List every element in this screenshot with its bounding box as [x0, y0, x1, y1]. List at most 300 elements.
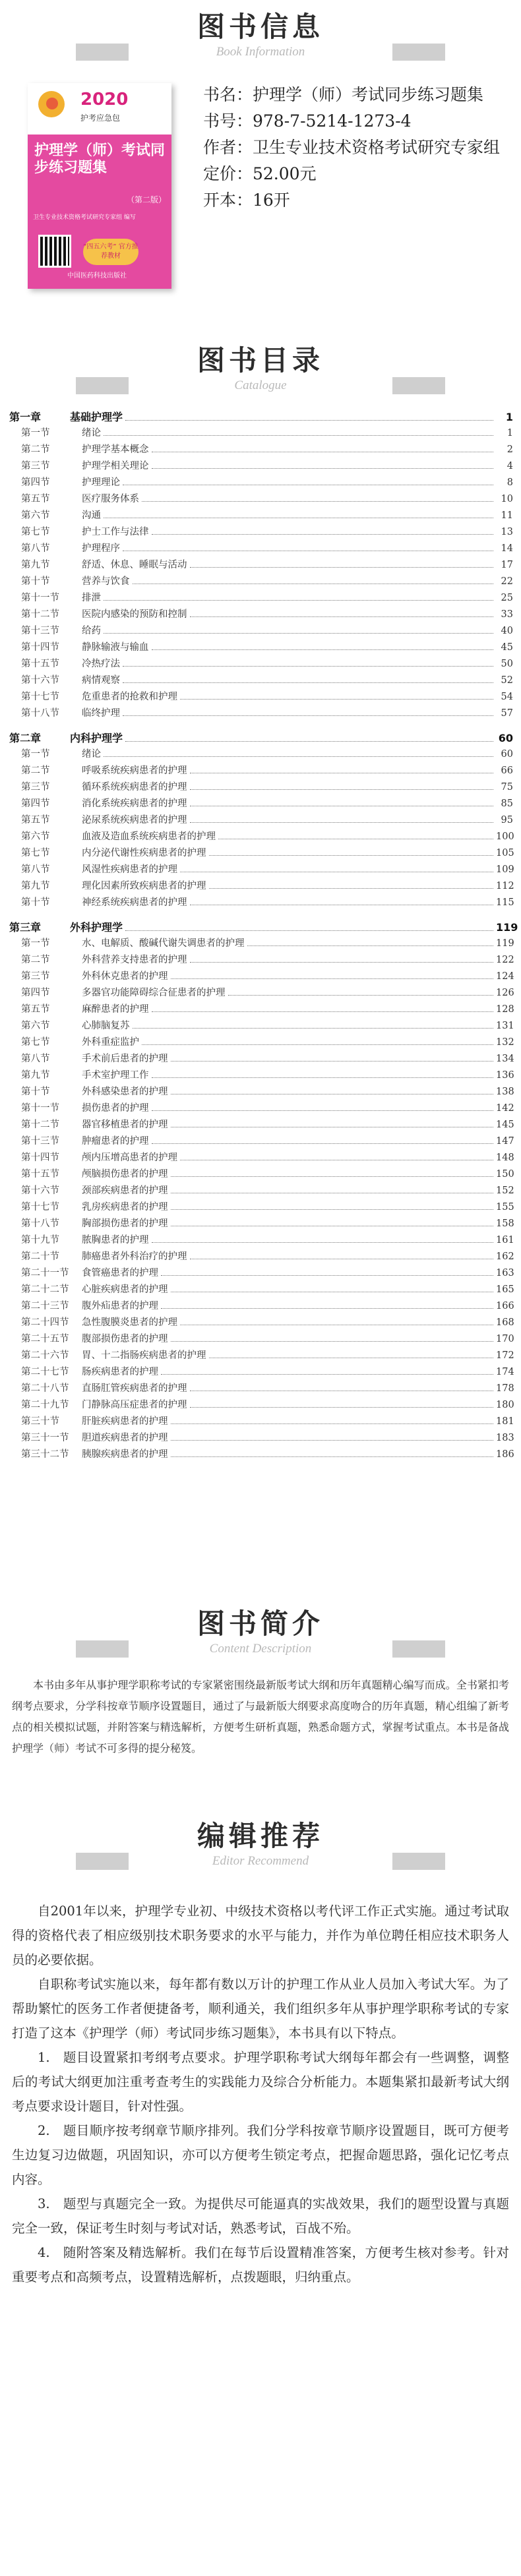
section-page: 131: [496, 1021, 514, 1031]
section-title: 绪论: [82, 749, 101, 760]
section-title: 外科感染患者的护理: [82, 1087, 168, 1097]
toc-section: [9, 574, 513, 590]
section-page: 22: [501, 576, 513, 587]
toc-section: [9, 1002, 513, 1018]
section-page: 1: [506, 428, 513, 438]
section-page: 136: [496, 1070, 514, 1081]
leader-dots: [190, 567, 494, 568]
section-page: 124: [496, 971, 514, 982]
section-subtitle: Catalogue: [142, 377, 379, 394]
section-title: 血液及造血系统疾病患者的护理: [82, 831, 216, 842]
toc-section: [9, 796, 513, 812]
section-number: 第十三节: [21, 1136, 59, 1147]
section-title: 损伤患者的护理: [82, 1103, 149, 1114]
section-number: 第十节: [21, 1087, 50, 1097]
toc-section: [9, 1133, 513, 1150]
section-number: 第三十节: [21, 1416, 59, 1427]
section-number: 第二十八节: [21, 1383, 69, 1394]
section-page: 180: [496, 1400, 514, 1410]
section-page: 162: [496, 1251, 514, 1262]
section-title: 护理理论: [82, 477, 120, 488]
section-number: 第十六节: [21, 1185, 59, 1196]
section-title: 外科营养支持患者的护理: [82, 955, 187, 965]
leader-dots: [190, 616, 494, 617]
section-title: 心脏疾病患者的护理: [82, 1284, 168, 1295]
section-number: 第三节: [21, 461, 50, 471]
section-page: 4: [506, 461, 513, 471]
toc-section: [9, 1348, 513, 1364]
section-title: 直肠肛管疾病患者的护理: [82, 1383, 187, 1394]
section-number: 第十七节: [21, 692, 59, 702]
toc-section: [9, 763, 513, 779]
section-title: 胆道疾病患者的护理: [82, 1433, 168, 1443]
leader-dots: [152, 468, 494, 469]
section-page: 85: [501, 798, 513, 809]
section-title: 多器官功能障碍综合征患者的护理: [82, 988, 226, 998]
section-number: 第三十一节: [21, 1433, 69, 1443]
section-page: 115: [496, 897, 514, 908]
leader-dots: [123, 666, 493, 667]
section-page: 186: [496, 1449, 514, 1460]
toc-section: [9, 1166, 513, 1183]
section-number: 第二十二节: [21, 1284, 69, 1295]
cover-year: 2020: [80, 90, 129, 109]
section-number: 第七节: [21, 1037, 50, 1048]
leader-dots: [152, 1077, 494, 1078]
section-title: 医院内感染的预防和控制: [82, 609, 187, 620]
leader-dots: [247, 945, 494, 946]
section-title: 绪论: [82, 428, 101, 438]
chapter-page: 1: [505, 411, 513, 423]
section-page: 170: [496, 1334, 514, 1344]
toc-section: [9, 1051, 513, 1067]
leader-dots: [152, 534, 494, 535]
editor-paragraph: 自2001年以来，护理学专业初、中级技术资格以考代评工作正式实施。通过考试取得的资格代表了相应级别技术职务要求的水平与能力，并作为单位聘任相应技术职务人员的必要依据。: [12, 1903, 509, 1967]
chapter-number: 第三章: [9, 921, 42, 934]
toc-section: [9, 1298, 513, 1315]
section-number: 第一节: [21, 428, 50, 438]
section-title: 手术前后患者的护理: [82, 1054, 168, 1064]
chapter-page: 119: [496, 921, 518, 934]
section-title: 危重患者的抢救和护理: [82, 692, 177, 702]
section-number: 第十二节: [21, 1120, 59, 1130]
section-page: 174: [496, 1367, 514, 1377]
toc-section: [9, 969, 513, 985]
section-number: 第二十九节: [21, 1400, 69, 1410]
toc-section: [9, 985, 513, 1002]
section-number: 第十四节: [21, 642, 59, 653]
section-number: 第九节: [21, 1070, 50, 1081]
section-number: 第十五节: [21, 1169, 59, 1180]
leader-dots: [125, 741, 493, 742]
section-page: 45: [501, 642, 513, 653]
toc-section: [9, 607, 513, 623]
section-title: 颅内压增高患者的护理: [82, 1153, 177, 1163]
section-page: 161: [496, 1235, 514, 1245]
section-number: 第九节: [21, 560, 50, 570]
table-of-contents: [9, 409, 518, 1463]
section-number: 第一节: [21, 749, 50, 760]
toc-section: [9, 1364, 513, 1381]
section-number: 第二十五节: [21, 1334, 69, 1344]
section-title: 编辑推荐: [197, 1820, 324, 1852]
section-title: 麻醉患者的护理: [82, 1004, 149, 1015]
toc-section: [9, 640, 513, 656]
chapter-number: 第一章: [9, 411, 42, 423]
section-number: 第五节: [21, 815, 50, 825]
section-page: 155: [496, 1202, 514, 1213]
toc-section: [9, 1232, 513, 1249]
section-number: 第十四节: [21, 1153, 59, 1163]
section-number: 第七节: [21, 848, 50, 858]
leader-dots: [171, 1209, 494, 1210]
section-page: 13: [501, 527, 513, 537]
section-page: 10: [501, 494, 513, 504]
toc-section: [9, 862, 513, 878]
book-cover: [28, 83, 171, 289]
toc-section: [9, 689, 513, 705]
section-page: 8: [506, 477, 513, 488]
section-title: 排泄: [82, 593, 101, 603]
section-title: 舒适、休息、睡眠与活动: [82, 560, 187, 570]
leader-dots: [104, 633, 493, 634]
section-page: 50: [501, 659, 513, 669]
section-number: 第一节: [21, 938, 50, 949]
section-title: 营养与饮食: [82, 576, 130, 587]
section-page: 150: [496, 1169, 514, 1180]
section-title: 颈部疾病患者的护理: [82, 1185, 168, 1196]
section-title: 图书目录: [197, 344, 324, 376]
leader-dots: [161, 1275, 493, 1276]
toc-section: [9, 1397, 513, 1414]
leader-dots: [171, 1440, 494, 1441]
toc-chapter: [9, 730, 513, 746]
section-title: 循环系统疾病患者的护理: [82, 782, 187, 793]
section-subtitle: Content Description: [142, 1640, 379, 1658]
section-page: 145: [496, 1120, 514, 1130]
section-title: 图书信息: [197, 11, 324, 43]
section-number: 第二十节: [21, 1251, 59, 1262]
section-page: 148: [496, 1153, 514, 1163]
editor-paragraph: 4. 随附答案及精选解析。我们在每节后设置精准答案，方便考生核对参考。针对重要考点和高频考点，设置精选解析，点拨题眼，归纳重点。: [12, 2245, 509, 2285]
section-title: 医疗服务体系: [82, 494, 139, 504]
section-title: 水、电解质、酸碱代谢失调患者的护理: [82, 938, 245, 949]
section-title: 手术室护理工作: [82, 1070, 149, 1081]
chapter-title: 外科护理学: [70, 921, 123, 934]
book-isbn: 书号：978-7-5214-1273-4: [203, 111, 412, 131]
toc-section: [9, 779, 513, 796]
leader-dots: [152, 649, 494, 650]
section-page: 183: [496, 1433, 514, 1443]
toc-section: [9, 895, 513, 911]
section-title: 颅脑损伤患者的护理: [82, 1169, 168, 1180]
leader-dots: [104, 600, 493, 601]
toc-section: [9, 845, 513, 862]
leader-dots: [152, 1011, 494, 1012]
leader-dots: [133, 1028, 494, 1029]
cover-edition: （第二版）: [127, 195, 167, 204]
section-page: 25: [501, 593, 513, 603]
section-page: 128: [496, 1004, 514, 1015]
leader-dots: [161, 1374, 493, 1375]
section-title: 病情观察: [82, 675, 120, 686]
section-page: 11: [501, 510, 513, 521]
toc-section: [9, 524, 513, 541]
section-title: 肝脏疾病患者的护理: [82, 1416, 168, 1427]
leader-dots: [125, 930, 493, 931]
section-number: 第五节: [21, 1004, 50, 1015]
section-page: 60: [501, 749, 513, 760]
leader-dots: [171, 1341, 494, 1342]
section-title: 护理学相关理论: [82, 461, 149, 471]
leader-dots: [171, 1456, 494, 1457]
section-title: 肺癌患者外科治疗的护理: [82, 1251, 187, 1262]
section-number: 第二节: [21, 765, 50, 776]
section-page: 126: [496, 988, 514, 998]
toc-section: [9, 590, 513, 607]
section-title: 肠疾病患者的护理: [82, 1367, 158, 1377]
section-page: 52: [501, 675, 513, 686]
section-page: 112: [496, 881, 514, 891]
toc-section: [9, 1199, 513, 1216]
section-number: 第六节: [21, 831, 50, 842]
book-price: 定价：52.00元: [203, 164, 317, 183]
section-subtitle: Editor Recommend: [142, 1853, 379, 1870]
section-number: 第二十七节: [21, 1367, 69, 1377]
section-title: 器官移植患者的护理: [82, 1120, 168, 1130]
leader-dots: [171, 978, 494, 979]
section-number: 第二十四节: [21, 1317, 69, 1328]
publisher-logo-icon: [38, 91, 65, 117]
leader-dots: [152, 1143, 494, 1144]
toc-section: [9, 623, 513, 640]
section-title: 门静脉高压症患者的护理: [82, 1400, 187, 1410]
leader-dots: [152, 1242, 494, 1243]
leader-dots: [123, 682, 493, 683]
section-number: 第十六节: [21, 675, 59, 686]
section-page: 134: [496, 1054, 514, 1064]
toc-section: [9, 829, 513, 845]
section-title: 胸部损伤患者的护理: [82, 1218, 168, 1229]
cover-series: 护考应急包: [80, 113, 121, 123]
section-page: 105: [496, 848, 514, 858]
section-title: 风湿性疾病患者的护理: [82, 864, 177, 875]
book-info-heading: [0, 11, 521, 61]
toc-section: [9, 1315, 513, 1331]
section-title: 食管癌患者的护理: [82, 1268, 158, 1278]
toc-section: [9, 1100, 513, 1117]
section-number: 第十一节: [21, 1103, 59, 1114]
section-title: 呼吸系统疾病患者的护理: [82, 765, 187, 776]
leader-dots: [190, 1407, 494, 1408]
leader-dots: [209, 855, 494, 856]
section-page: 119: [496, 938, 514, 949]
section-title: 外科休克患者的护理: [82, 971, 168, 982]
section-page: 168: [496, 1317, 514, 1328]
section-title: 泌尿系统疾病患者的护理: [82, 815, 187, 825]
section-page: 54: [501, 692, 513, 702]
description-heading: [0, 1607, 521, 1658]
editor-recommend-text: [12, 1899, 509, 2289]
section-title: 冷热疗法: [82, 659, 120, 669]
section-number: 第十二节: [21, 609, 59, 620]
leader-dots: [161, 1308, 493, 1309]
leader-dots: [125, 420, 493, 421]
cover-title: 护理学（师）考试同步练习题集: [34, 142, 166, 176]
toc-section: [9, 1430, 513, 1447]
qr-code-icon: [38, 235, 71, 268]
toc-section: [9, 1447, 513, 1463]
leader-dots: [190, 962, 494, 963]
leader-dots: [142, 501, 493, 502]
toc-chapter: [9, 409, 513, 425]
toc-section: [9, 1331, 513, 1348]
section-page: 166: [496, 1301, 514, 1311]
section-page: 40: [501, 626, 513, 636]
section-number: 第十节: [21, 897, 50, 908]
section-page: 17: [501, 560, 513, 570]
section-number: 第三节: [21, 782, 50, 793]
toc-section: [9, 475, 513, 491]
section-number: 第九节: [21, 881, 50, 891]
section-number: 第十一节: [21, 593, 59, 603]
section-page: 152: [496, 1185, 514, 1196]
book-name: 书名：护理学（师）考试同步练习题集: [203, 85, 484, 104]
section-page: 95: [501, 815, 513, 825]
toc-section: [9, 1216, 513, 1232]
toc-section: [9, 812, 513, 829]
section-number: 第十三节: [21, 626, 59, 636]
toc-section: [9, 1265, 513, 1282]
section-title: 理化因素所致疾病患者的护理: [82, 881, 206, 891]
section-page: 158: [496, 1218, 514, 1229]
toc-section: [9, 557, 513, 574]
section-page: 100: [496, 831, 514, 842]
section-page: 165: [496, 1284, 514, 1295]
toc-chapter: [9, 919, 518, 936]
section-number: 第五节: [21, 494, 50, 504]
toc-section: [9, 541, 513, 557]
toc-section: [9, 1282, 513, 1298]
leader-dots: [171, 1061, 494, 1062]
toc-section: [9, 656, 513, 673]
section-number: 第八节: [21, 864, 50, 875]
section-title: 护理学基本概念: [82, 444, 149, 455]
chapter-title: 内科护理学: [70, 732, 123, 744]
section-page: 66: [501, 765, 513, 776]
section-page: 109: [496, 864, 514, 875]
leader-dots: [152, 1110, 494, 1111]
toc-section: [9, 1414, 513, 1430]
section-number: 第十七节: [21, 1202, 59, 1213]
editor-heading: [0, 1820, 521, 1870]
toc-section: [9, 1381, 513, 1397]
section-page: 33: [501, 609, 513, 620]
section-number: 第三节: [21, 971, 50, 982]
toc-section: [9, 746, 513, 763]
toc-section: [9, 878, 513, 895]
toc-section: [9, 936, 513, 952]
leader-dots: [190, 822, 494, 823]
section-page: 181: [496, 1416, 514, 1427]
section-title: 乳房疾病患者的护理: [82, 1202, 168, 1213]
cover-badge: “四五六考” 官方推荐教材: [83, 239, 138, 265]
section-number: 第十八节: [21, 1218, 59, 1229]
section-page: 142: [496, 1103, 514, 1114]
section-title: 临终护理: [82, 708, 120, 719]
toc-section: [9, 1034, 513, 1051]
section-number: 第二节: [21, 955, 50, 965]
section-page: 147: [496, 1136, 514, 1147]
editor-paragraph: 自职称考试实施以来，每年都有数以万计的护理工作从业人员加入考试大军。为了帮助繁忙的医务工作者便捷备考，顺利通关，我们组织多年从事护理学职称考试的专家打造了这本《护理学（师）考试同步练习题集》，本书具有以下特点。: [12, 1977, 509, 2041]
section-title: 外科重症监护: [82, 1037, 139, 1048]
section-number: 第二十一节: [21, 1268, 69, 1278]
section-number: 第八节: [21, 1054, 50, 1064]
book-info-section: [0, 11, 521, 320]
leader-dots: [104, 756, 493, 757]
section-page: 122: [496, 955, 514, 965]
toc-section: [9, 1150, 513, 1166]
section-title: 护士工作与法律: [82, 527, 149, 537]
editor-paragraph: 1. 题目设置紧扣考纲考点要求。护理学职称考试大纲每年都会有一些调整，调整后的考试大纲更加注重考查考生的实践能力及综合分析能力。本题集紧扣最新考试大纲考点要求设计题目，针对性强。: [12, 2050, 509, 2114]
leader-dots: [104, 435, 493, 436]
chapter-page: 60: [498, 732, 513, 744]
section-page: 163: [496, 1268, 514, 1278]
toc-section: [9, 442, 513, 458]
section-subtitle: Book Information: [142, 44, 379, 61]
leader-dots: [180, 699, 493, 700]
section-title: 肿瘤患者的护理: [82, 1136, 149, 1147]
leader-dots: [209, 888, 494, 889]
section-title: 沟通: [82, 510, 101, 521]
chapter-number: 第二章: [9, 732, 42, 744]
section-title: 给药: [82, 626, 101, 636]
section-title: 胃、十二指肠疾病患者的护理: [82, 1350, 206, 1361]
section-number: 第六节: [21, 1021, 50, 1031]
section-title: 神经系统疾病患者的护理: [82, 897, 187, 908]
section-number: 第四节: [21, 477, 50, 488]
section-page: 172: [496, 1350, 514, 1361]
section-number: 第三十二节: [21, 1449, 69, 1460]
catalogue-heading: [0, 344, 521, 394]
leader-dots: [171, 1423, 494, 1424]
section-page: 14: [501, 543, 513, 554]
toc-section: [9, 491, 513, 508]
leader-dots: [142, 1044, 493, 1045]
book-meta: [203, 82, 506, 214]
toc-section: [9, 1067, 513, 1084]
toc-section: [9, 1183, 513, 1199]
leader-dots: [228, 995, 494, 996]
section-title: 腹外疝患者的护理: [82, 1301, 158, 1311]
section-title: 急性腹膜炎患者的护理: [82, 1317, 177, 1328]
section-number: 第十五节: [21, 659, 59, 669]
section-page: 57: [501, 708, 513, 719]
section-title: 脓胸患者的护理: [82, 1235, 149, 1245]
section-title: 腹部损伤患者的护理: [82, 1334, 168, 1344]
leader-dots: [171, 1176, 494, 1177]
section-title: 心肺脑复苏: [82, 1021, 130, 1031]
toc-section: [9, 1018, 513, 1034]
toc-section: [9, 508, 513, 524]
toc-section: [9, 425, 513, 442]
section-page: 2: [506, 444, 513, 455]
section-number: 第四节: [21, 798, 50, 809]
section-number: 第十九节: [21, 1235, 59, 1245]
toc-section: [9, 1117, 513, 1133]
editor-paragraph: 2. 题目顺序按考纲章节顺序排列。我们分学科按章节顺序设置题目，既可方便考生边复习边做题，巩固知识，亦可以方便考生锁定考点，把握命题思路，强化记忆考点内容。: [12, 2123, 509, 2187]
section-page: 132: [496, 1037, 514, 1048]
